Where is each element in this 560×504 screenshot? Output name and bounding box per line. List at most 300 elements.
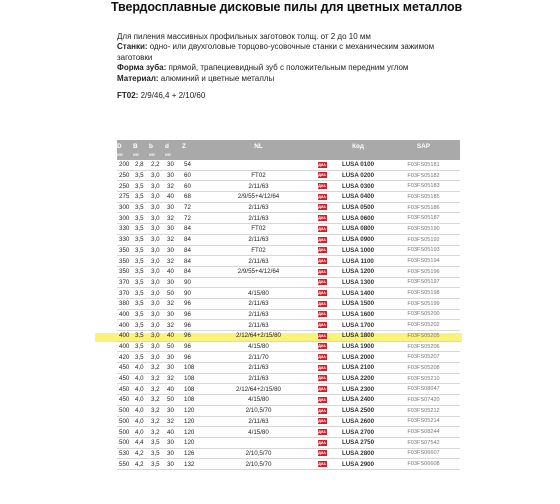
cell-d-bore: 32 [165,298,182,309]
dia-badge-icon: ДИА [318,194,326,199]
cell-b-upper: 3,5 [133,331,149,342]
material-value: алюминий и цветные металлы [158,73,275,83]
cell-b-lower: 3,0 [149,213,165,224]
cell-z: 108 [182,363,202,374]
cell-d: 300 [117,202,133,213]
cell-b-upper: 3,5 [133,213,149,224]
cell-nl: 2/9/55+4/12/64 [202,266,315,277]
cell-sap: F03FS05196 [387,266,460,277]
cell-nl: 2/10,5/70 [202,405,315,416]
cell-d: 400 [117,331,133,342]
header-sap: SAP [387,140,460,152]
cell-sap: F03FS08047 [387,384,460,395]
cell-z: 96 [182,331,202,342]
cell-sap: F03FS05182 [387,170,460,181]
cell-b-lower: 3,2 [149,363,165,374]
cell-b-upper: 3,5 [133,277,149,288]
cell-sap: F03FS05202 [387,320,460,331]
cell-b-lower: 3,0 [149,234,165,245]
table-row [117,331,460,342]
material-label: Материал: [117,73,159,83]
cell-d: 200 [117,160,133,170]
dia-badge-icon: ДИА [318,419,326,424]
cell-sap: F03FS05185 [387,192,460,203]
header-b-upper: B [133,140,149,152]
cell-d: 450 [117,395,133,406]
cell-z: 96 [182,320,202,331]
cell-kod: LUSA 1600 [329,309,387,320]
table-row [117,395,460,406]
cell-b-upper: 3,5 [133,245,149,256]
diamond-badge-cell [315,266,329,277]
cell-b-upper: 4,0 [133,405,149,416]
cell-sap: F03FS05200 [387,309,460,320]
cell-d: 370 [117,288,133,299]
cell-d: 250 [117,181,133,192]
cell-b-lower: 3,0 [149,309,165,320]
cell-z: 84 [182,234,202,245]
cell-d-bore: 30 [165,224,182,235]
table-row [117,373,460,384]
table-row [117,202,460,213]
cell-nl: FT02 [202,224,315,235]
diamond-badge-cell [315,288,329,299]
cell-b-upper: 4,4 [133,437,149,448]
dia-badge-icon: ДИА [318,440,326,445]
cell-d-bore: 30 [165,405,182,416]
dia-badge-icon: ДИА [318,280,326,285]
dia-badge-icon: ДИА [318,333,326,338]
cell-z: 108 [182,373,202,384]
cell-kod: LUSA 2600 [329,416,387,427]
cell-d: 420 [117,352,133,363]
cell-sap: F03FS05190 [387,224,460,235]
saw-blade-table [117,140,460,470]
cell-b-lower: 3,0 [149,298,165,309]
table-row [117,363,460,374]
table-row [117,181,460,192]
cell-d-bore: 30 [165,170,182,181]
unit-z [182,152,202,160]
table-row [117,309,460,320]
cell-z: 120 [182,427,202,438]
cell-sap: F03FS07542 [387,437,460,448]
header-icon [315,140,329,152]
diamond-badge-cell [315,363,329,374]
cell-kod: LUSA 1000 [329,245,387,256]
diamond-badge-cell [315,224,329,235]
cell-b-upper: 3,5 [133,320,149,331]
cell-b-lower: 2,2 [149,160,165,170]
cell-d-bore: 30 [165,202,182,213]
cell-b-lower: 3,0 [149,170,165,181]
dia-badge-icon: ДИА [318,226,326,231]
cell-d: 350 [117,245,133,256]
cell-d: 450 [117,384,133,395]
table-row [117,192,460,203]
cell-z: 108 [182,395,202,406]
diamond-badge-cell [315,170,329,181]
dia-badge-icon: ДИА [318,269,326,274]
machines-value: одно- или двухголовые торцово-усовочные станки с механическим зажимом заготовки [117,42,435,62]
cell-d: 400 [117,341,133,352]
cell-d: 500 [117,427,133,438]
cell-kod: LUSA 1100 [329,256,387,267]
cell-d-bore: 30 [165,363,182,374]
cell-d-bore: 32 [165,416,182,427]
cell-z: 96 [182,309,202,320]
table-row [117,437,460,448]
cell-kod: LUSA 2200 [329,373,387,384]
cell-d-bore: 32 [165,234,182,245]
cell-kod: LUSA 2750 [329,437,387,448]
tooth-line [117,63,447,73]
table-row [117,256,460,267]
cell-d-bore: 30 [165,277,182,288]
diamond-badge-cell [315,352,329,363]
cell-nl: 2/11/63 [202,309,315,320]
cell-nl: 2/11/63 [202,234,315,245]
cell-sap: F03FS07420 [387,395,460,406]
cell-b-lower: 3,0 [149,320,165,331]
cell-d: 450 [117,363,133,374]
diamond-badge-cell [315,341,329,352]
header-d-bore: d [165,140,182,152]
dia-badge-icon: ДИА [318,376,326,381]
unit-sap [387,152,460,160]
cell-d-bore: 32 [165,373,182,384]
cell-nl: 2/11/63 [202,298,315,309]
cell-sap: F03FS05208 [387,363,460,374]
cell-z: 120 [182,405,202,416]
cell-d: 550 [117,459,133,470]
cell-b-upper: 3,5 [133,298,149,309]
dia-badge-icon: ДИА [318,216,326,221]
diamond-badge-cell [315,384,329,395]
description-block [117,32,447,101]
cell-d-bore: 40 [165,384,182,395]
cell-kod: LUSA 0200 [329,170,387,181]
cell-b-upper: 3,5 [133,224,149,235]
cell-z: 90 [182,277,202,288]
cell-d: 500 [117,405,133,416]
cell-nl: 2/11/63 [202,202,315,213]
cell-z: 120 [182,416,202,427]
diamond-badge-cell [315,234,329,245]
cell-kod: LUSA 2100 [329,363,387,374]
cell-sap: F03FS05187 [387,213,460,224]
cell-z: 68 [182,192,202,203]
cell-kod: LUSA 1700 [329,320,387,331]
cell-nl: FT02 [202,170,315,181]
cell-b-lower: 3,2 [149,405,165,416]
diamond-badge-cell [315,192,329,203]
cell-b-lower: 3,0 [149,245,165,256]
cell-b-lower: 3,5 [149,437,165,448]
cell-nl [202,277,315,288]
table-header-row [117,140,460,152]
cell-nl: 2/11/63 [202,181,315,192]
cell-b-upper: 3,5 [133,181,149,192]
cell-sap: F03FS05198 [387,288,460,299]
cell-b-lower: 3,2 [149,395,165,406]
header-b-lower: b [149,140,165,152]
table-row [117,405,460,416]
cell-kod: LUSA 1900 [329,341,387,352]
cell-d-bore: 50 [165,341,182,352]
cell-nl [202,437,315,448]
cell-sap: F03FS05181 [387,160,460,170]
table-row [117,266,460,277]
header-kod: Код [329,140,387,152]
table-row [117,341,460,352]
cell-nl: 2/11/63 [202,213,315,224]
cell-nl [202,160,315,170]
cell-sap: F03FS05197 [387,277,460,288]
table-row [117,170,460,181]
diamond-badge-cell [315,256,329,267]
table-row [117,277,460,288]
cell-d: 500 [117,416,133,427]
cell-b-lower: 3,0 [149,341,165,352]
cell-b-upper: 4,2 [133,459,149,470]
table-body [117,160,460,469]
cell-nl: 2/11/63 [202,373,315,384]
cell-kod: LUSA 0400 [329,192,387,203]
cell-d-bore: 40 [165,266,182,277]
cell-nl: 2/11/63 [202,256,315,267]
cell-z: 60 [182,181,202,192]
cell-kod: LUSA 0900 [329,234,387,245]
dia-badge-icon: ДИА [318,387,326,392]
dia-badge-icon: ДИА [318,429,326,434]
cell-b-lower: 3,2 [149,427,165,438]
cell-kod: LUSA 0500 [329,202,387,213]
cell-nl: 2/11/63 [202,320,315,331]
table-row [117,427,460,438]
cell-d-bore: 30 [165,352,182,363]
cell-nl: 2/9/55+4/12/64 [202,192,315,203]
cell-d-bore: 32 [165,320,182,331]
diamond-badge-cell [315,309,329,320]
cell-d: 500 [117,437,133,448]
dia-badge-icon: ДИА [318,323,326,328]
dia-badge-icon: ДИА [318,451,326,456]
machines-line [117,42,447,63]
cell-b-lower: 3,0 [149,192,165,203]
cell-nl: 2/12/64+2/15/80 [202,384,315,395]
cell-z: 120 [182,437,202,448]
cell-z: 108 [182,384,202,395]
dia-badge-icon: ДИА [318,365,326,370]
page-title: Твердосплавные дисковые пилы для цветных металлов [111,0,463,14]
table-row [117,298,460,309]
cell-b-upper: 3,5 [133,234,149,245]
cell-d-bore: 50 [165,395,182,406]
diamond-badge-cell [315,298,329,309]
cell-sap: F03FS05199 [387,298,460,309]
cell-kod: LUSA 2700 [329,427,387,438]
dia-badge-icon: ДИА [318,237,326,242]
dia-badge-icon: ДИА [318,258,326,263]
cell-d-bore: 30 [165,459,182,470]
cell-sap: F03FS05207 [387,352,460,363]
description-line: Для пиления массивных профильных заготовок толщ. от 2 до 10 мм [117,32,371,41]
cell-kod: LUSA 1500 [329,298,387,309]
dia-badge-icon: ДИА [318,397,326,402]
cell-kod: LUSA 0300 [329,181,387,192]
diamond-badge-cell [315,395,329,406]
diamond-badge-cell [315,245,329,256]
diamond-badge-cell [315,202,329,213]
cell-d: 380 [117,298,133,309]
dia-badge-icon: ДИА [318,461,326,466]
cell-nl: 2/10,5/70 [202,459,315,470]
cell-b-upper: 3,5 [133,170,149,181]
cell-kod: LUSA 1200 [329,266,387,277]
diamond-badge-cell [315,331,329,342]
dia-badge-icon: ДИА [318,408,326,413]
cell-d: 300 [117,213,133,224]
cell-kod: LUSA 0600 [329,213,387,224]
header-d: D [117,140,133,152]
cell-sap: F03FS05193 [387,245,460,256]
cell-b-upper: 4,0 [133,384,149,395]
cell-d-bore: 30 [165,437,182,448]
cell-b-lower: 3,2 [149,384,165,395]
diamond-badge-cell [315,448,329,459]
cell-b-lower: 3,0 [149,181,165,192]
diamond-badge-cell [315,437,329,448]
cell-d: 400 [117,309,133,320]
cell-nl: 2/12/64+2/15/80 [202,331,315,342]
cell-b-upper: 3,5 [133,266,149,277]
cell-d: 370 [117,277,133,288]
cell-kod: LUSA 1400 [329,288,387,299]
unit-kod [329,152,387,160]
cell-kod: LUSA 2500 [329,405,387,416]
cell-z: 54 [182,160,202,170]
cell-d: 330 [117,234,133,245]
table-row [117,288,460,299]
cell-kod: LUSA 1300 [329,277,387,288]
cell-d: 530 [117,448,133,459]
unit-b-upper: мм [133,152,149,160]
cell-b-upper: 3,5 [133,352,149,363]
cell-kod: LUSA 1800 [329,331,387,342]
cell-b-upper: 4,2 [133,448,149,459]
cell-nl: 4/15/80 [202,288,315,299]
header-nl: NL [202,140,315,152]
cell-b-upper: 2,8 [133,160,149,170]
cell-d-bore: 40 [165,192,182,203]
table-row [117,245,460,256]
cell-b-upper: 3,5 [133,256,149,267]
dia-badge-icon: ДИА [318,162,326,167]
dia-badge-icon: ДИА [318,301,326,306]
table-row [117,384,460,395]
tooth-label: Форма зуба: [117,63,167,73]
cell-nl: 2/10,5/70 [202,448,315,459]
cell-sap: F03FS05205 [387,331,460,342]
diamond-badge-cell [315,459,329,470]
cell-d-bore: 32 [165,181,182,192]
cell-b-upper: 4,0 [133,427,149,438]
cell-sap: F03FS06607 [387,448,460,459]
dia-badge-icon: ДИА [318,355,326,360]
unit-b-lower: мм [149,152,165,160]
table-row [117,416,460,427]
cell-z: 126 [182,448,202,459]
table-row [117,234,460,245]
table-row [117,213,460,224]
dia-badge-icon: ДИА [318,312,326,317]
machines-label: Станки: [117,42,148,52]
cell-b-lower: 3,0 [149,277,165,288]
cell-kod: LUSA 0800 [329,224,387,235]
cell-b-upper: 4,0 [133,363,149,374]
table-row [117,459,460,470]
cell-sap: F03FS05183 [387,181,460,192]
cell-b-upper: 4,0 [133,373,149,384]
cell-kod: LUSA 2800 [329,448,387,459]
cell-sap: F03FS05186 [387,202,460,213]
cell-d-bore: 30 [165,309,182,320]
cell-b-upper: 4,0 [133,416,149,427]
cell-d: 450 [117,373,133,384]
cell-b-lower: 3,0 [149,266,165,277]
unit-nl [202,152,315,160]
cell-d-bore: 30 [165,448,182,459]
diamond-badge-cell [315,320,329,331]
dia-badge-icon: ДИА [318,205,326,210]
cell-z: 96 [182,298,202,309]
cell-b-lower: 3,0 [149,331,165,342]
material-line [117,74,447,84]
unit-d: мм [117,152,133,160]
unit-d-bore: мм [165,152,182,160]
cell-b-upper: 3,5 [133,288,149,299]
cell-z: 84 [182,224,202,235]
cell-nl: 2/11/63 [202,416,315,427]
cell-nl: 4/15/80 [202,427,315,438]
cell-kod: LUSA 2900 [329,459,387,470]
table-units-row [117,152,460,160]
cell-z: 84 [182,266,202,277]
cell-nl: 4/15/80 [202,395,315,406]
cell-b-lower: 3,0 [149,288,165,299]
table-row [117,320,460,331]
dia-badge-icon: ДИА [318,290,326,295]
diamond-badge-cell [315,416,329,427]
cell-d: 400 [117,320,133,331]
cell-z: 96 [182,352,202,363]
cell-d: 275 [117,192,133,203]
cell-nl: FT02 [202,245,315,256]
ft02-label: FT02: [117,91,139,101]
cell-d: 250 [117,170,133,181]
unit-icon [315,152,329,160]
cell-b-lower: 3,0 [149,224,165,235]
table-row [117,160,460,170]
header-z: Z [182,140,202,152]
cell-b-lower: 3,0 [149,256,165,267]
cell-b-lower: 3,0 [149,352,165,363]
diamond-badge-cell [315,213,329,224]
tooth-value: прямой, трапециевидный зуб с положительным передним углом [166,63,409,73]
cell-z: 132 [182,459,202,470]
diamond-badge-cell [315,373,329,384]
